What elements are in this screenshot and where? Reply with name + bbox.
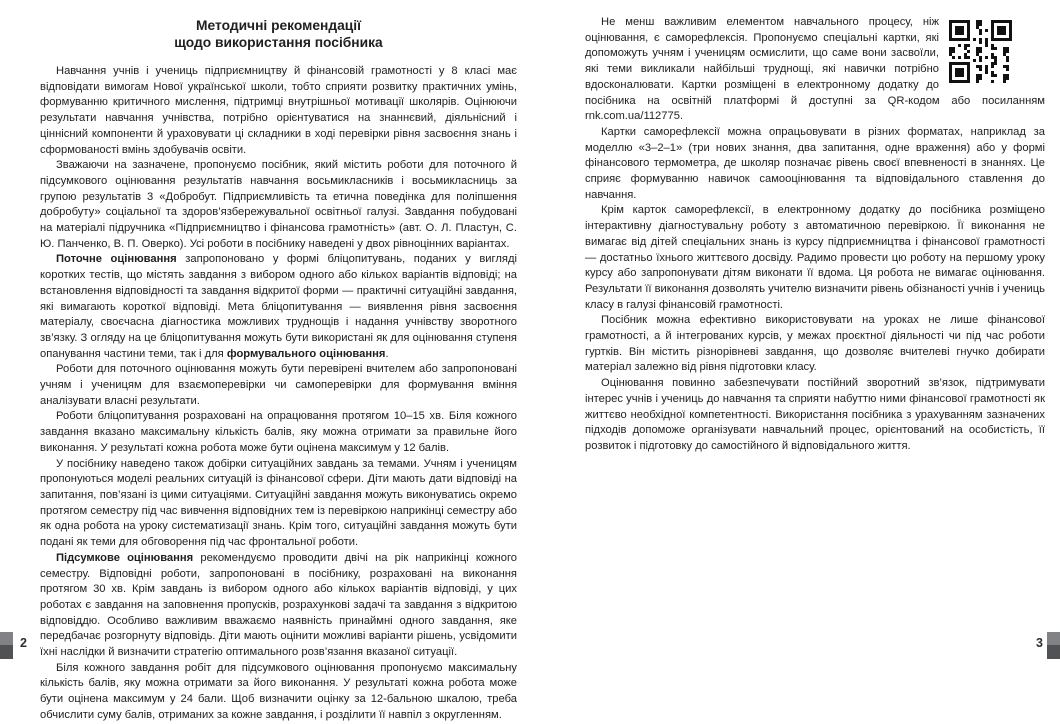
paragraph — [40, 551, 517, 661]
text-run: Крім карток саморефлексії, в електронному додатку до посібника розміщено інтерактивну діагностувальну роботу з автоматичною перевіркою. Її виконання не вимагає від дітей спеціальних знань із курсу підприємництва і фінансової грамотності — достатньо їхнього життєвого досвіду. Радимо провести цю роботу на першому уроку курсу або запропонувати дітям виконати її вдома. Ця робота не вимагає оцінювання. Результати її виконання дозволять учителю визначити рівень обізнаності учнів і учениць класу в галузі фінансовій грамотності. — [585, 204, 1045, 311]
left-page — [40, 15, 517, 724]
page-edge-tab-right — [1047, 632, 1060, 659]
page-edge-tab-right-dark — [1047, 645, 1060, 659]
paragraph — [585, 376, 1045, 455]
text-run: . — [679, 110, 684, 123]
paragraph — [40, 661, 517, 724]
bold-run: Підсумкове оцінювання — [56, 551, 194, 564]
text-run: Роботи бліцопитування розраховані на опрацювання протягом 10–15 хв. Біля кожного завдання вказано максимальну кількість балів, яку можна отримати за правильне його виконання. У результаті кожна робота може бути оцінена максимум у 12 балів. — [40, 410, 517, 454]
text-run: . — [385, 347, 389, 360]
left-page-text — [40, 64, 517, 724]
qr-code-icon — [949, 20, 1012, 83]
text-run: запропоновано у формі бліцопитувань, поданих у вигляді коротких тестів, що містять завдання з вибором одного або кількох варіантів відповіді; на встановлення відповідності та завдання відкритої форми — практичні ситуаційні завдання, які вимагають короткої відповіді. Мета бліцопитування — виявлення рівня засвоєння матеріалу, своєчасна діагностика можливих труднощів і надання учнівству зворотного зв’язку. З огляду на це бліцопитування можуть бути використані як для оцінювання ступеня опанування частини теми, так і для — [40, 253, 517, 360]
manual-link-text: rnk.com.ua/112775 — [585, 110, 680, 123]
page-title — [40, 17, 517, 51]
paragraph — [40, 409, 517, 456]
page-edge-tab-left-light — [0, 632, 13, 645]
page-title-line-2: щодо використання посібника — [174, 35, 383, 50]
text-run: Роботи для поточного оцінювання можуть бути перевірені вчителем або запропоновані учням і ученицям для взаємоперевірки чи самоперевірки для формування вміння аналізувати власні результати. — [40, 363, 517, 407]
text-run: рекомендуємо проводити двічі на рік наприкінці кожного семестру. Відповідні роботи, запропоновані в посібнику, розраховані на виконання протягом 30 хв. Крім завдань із вибором одного або кількох варіантів відповіді, у цих роботах є завдання на заповнення пропусків, розрахункові задачі та завдання з відкритою відповіддю. Особливо важливим вважаємо наявність принаймні одного завдання, яке передбачає розгорнуту відповідь. Діти мають оцінити можливі варіанти рішень, усвідомити їхні наслідки й визначити стратегію оптимального розв’язання вказаної ситуації. — [40, 551, 517, 659]
page-number-left: 2 — [20, 636, 27, 650]
paragraph — [40, 252, 517, 362]
page-number-right: 3 — [1036, 636, 1043, 650]
text-run: Біля кожного завдання робіт для підсумкового оцінювання пропонуємо максимальну кількість балів, яку можна отримати за його виконання. У результаті кожна робота може бути оцінена максимум у 24 бали. Щоб визначити оцінку за 12-бальною шкалою, треба обчислити суму балів, отриманих за кожне завдання, і розділити її навпіл з округленням. — [40, 661, 517, 721]
page-edge-tab-right-light — [1047, 632, 1060, 645]
text-run: У посібнику наведено також добірки ситуаційних завдань за темами. Учням і ученицям пропонуються моделі реальних ситуацій із фінансової сфери. Діти мають дати відповіді на запитання, пов’язані із цими ситуаціями. Ситуаційні завдання можуть виконуватись окремо протягом семестру під час вивчення відповідних тем із перевіркою наприкінці семестру або як одна робота на уроку систематизації знань. Крім того, ситуаційні завдання можуть бути подані як теми для обговорення під час фронтальної роботи. — [40, 457, 517, 549]
right-page — [585, 15, 1045, 455]
paragraph — [40, 457, 517, 551]
text-run: Картки саморефлексії можна опрацьовувати в різних форматах, наприклад за моделлю «3–2–1» (три нових знання, два запитання, одне враження) або у формі фінансового термометра, де школяр позначає рівень своєї впевненості в знаннях. Це сприяє формуванню навичок самооцінювання та відповідального ставлення до навчання. — [585, 125, 1045, 201]
text-run: Оцінювання повинно забезпечувати постійний зворотний зв’язок, підтримувати інтерес учнів і учениць до навчання та сприяти набуттю ними фінансової грамотності як життєво необхідної компетентності. Використання посібника з урахуванням зазначених підходів допоможе організувати навчальний процес, орієнтований на особистість, її розвиток і підготовку до самостійного й відповідального життя. — [585, 377, 1045, 452]
paragraph — [40, 362, 517, 409]
bold-run: Поточне оцінювання — [56, 253, 177, 266]
bold-run: формувального оцінювання — [226, 347, 386, 360]
paragraph — [585, 125, 1045, 204]
paragraph — [585, 313, 1045, 376]
text-run: Посібник можна ефективно використовувати на уроках не лише фінансової грамотності, а й інтегрованих курсів, у межах проєктної діяльності чи під час роботи гуртків. Він містить різнорівневі завдання, що дозволяє вчителеві гнучко добирати матеріал залежно від рівня підготовки класу. — [585, 314, 1045, 374]
text-run: Навчання учнів і учениць підприємництву й фінансовій грамотності у 8 класі має відповідати вимогам Нової української школи, тобто сприяти розвитку практичних умінь, формуванню критичного мислення, підтримці внутрішньої мотивації школярів. Оцінюючи результати навчання учнівства, потрібно орієнтуватися на знаннєвий, діяльнісний і ціннісний компоненти й ураховувати ці складники в ході перевірки рівня засвоєння знань і сформованості вмінь здобувачів освіти. — [40, 65, 517, 156]
page-edge-tab-left — [0, 632, 13, 659]
paragraph — [40, 64, 517, 158]
paragraph — [40, 158, 517, 252]
text-run: Зважаючи на зазначене, пропонуємо посібник, який містить роботи для поточного й підсумкового оцінювання результатів навчання восьмикласників і восьмикласниць за групою результатів 3 «Добробут. Підприємливість та етична поведінка для поліпшення добробуту» соціальної та здоров’язбережувальної освітньої галузі. Завдання побудовані на матеріалі підручника «Підприємництво і фінансова грамотність» (авт. О. Л. Пластун, С. Ю. Панченко, В. П. Оверко). Усі роботи в посібнику наведені у двох рівноцінних варіантах. — [40, 159, 517, 250]
page-title-line-1: Методичні рекомендації — [196, 18, 361, 33]
paragraph — [585, 203, 1045, 313]
page-edge-tab-left-dark — [0, 645, 13, 659]
text-run: Не менш важливим елементом навчального процесу, ніж оцінювання, є саморефлексія. Пропонуємо спеціальні картки, які допоможуть учням і ученицям осмислити, що саме вони засвоїли, які теми викликали найбільші труднощі, які навички потрібно вдосконалювати. Картки розміщені в електронному додатку до посібника на освітній платформі й доступні за QR-кодом або посиланням — [585, 16, 1045, 107]
